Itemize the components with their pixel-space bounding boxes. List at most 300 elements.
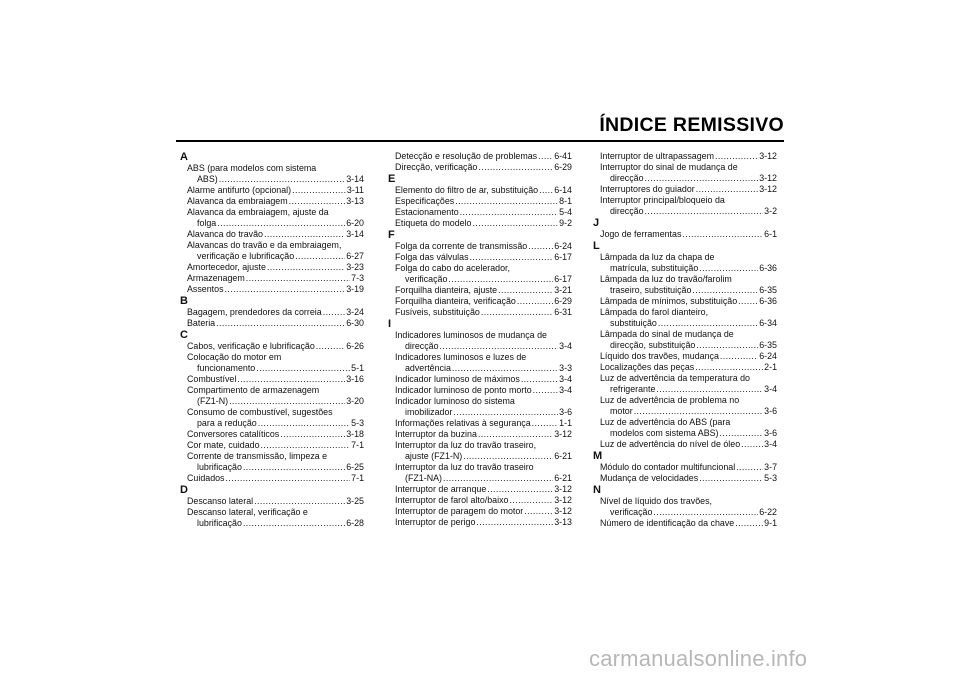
dot-leader <box>476 517 553 528</box>
index-entry-text: Mudança de velocidades <box>600 473 699 483</box>
index-entry-text: verificação <box>610 507 653 517</box>
index-entry-text: Interruptor de farol alto/baixo <box>395 495 509 505</box>
index-page-number: 3-12 <box>554 484 572 494</box>
index-entry-text: lubrificação <box>197 518 242 528</box>
index-entry-text: Lâmpada de mínimos, substituição <box>600 296 738 306</box>
index-entry-text: Alavanca do travão <box>187 229 263 239</box>
index-entry-text: Indicadores luminosos e luzes de <box>395 352 527 362</box>
index-entry <box>178 496 364 507</box>
dot-leader <box>682 229 763 240</box>
dot-leader <box>645 206 764 217</box>
dot-leader <box>216 318 345 329</box>
index-entry-text: Luz de advertência do ABS (para <box>600 417 731 427</box>
index-entry-text: verificação e lubrificação <box>197 251 295 261</box>
index-page-number: 6-1 <box>764 229 777 239</box>
index-page-number: 6-26 <box>346 341 364 351</box>
index-entry-text: Luz de advertência de problema no <box>600 395 740 405</box>
dot-leader <box>452 363 558 374</box>
index-entry <box>591 329 777 351</box>
index-page-number: 3-13 <box>554 517 572 527</box>
index-entry-text: Indicador luminoso do sistema <box>395 396 515 406</box>
dot-leader <box>316 341 345 352</box>
index-entry <box>178 196 364 207</box>
dot-leader <box>295 251 345 262</box>
index-entry <box>386 418 572 429</box>
index-page-number: 3-12 <box>554 506 572 516</box>
index-page-number: 7-1 <box>351 440 364 450</box>
index-page-number: 2-1 <box>764 362 777 372</box>
index-entry-text: (FZ1-NA) <box>405 473 442 483</box>
index-entry-text: Lâmpada do farol dianteiro, <box>600 307 709 317</box>
index-page-number: 6-34 <box>759 318 777 328</box>
index-entry-text: Cor mate, cuidado <box>187 440 260 450</box>
index-entry-text: Compartimento de armazenagem <box>187 385 320 395</box>
index-entry-text: Líquido dos travões, mudança <box>600 351 719 361</box>
page-title: ÍNDICE REMISSIVO <box>599 114 784 136</box>
index-entry-text: Indicador luminoso de máximos <box>395 374 520 384</box>
index-page-number: 3-4 <box>559 385 572 395</box>
index-entry <box>178 341 364 352</box>
index-page-number: 3-23 <box>346 262 364 272</box>
index-entry-text: Estacionamento <box>395 207 459 217</box>
index-entry-text: Especificações <box>395 196 455 206</box>
index-entry-text: Luz de advertência da temperatura do <box>600 373 750 383</box>
dot-leader <box>487 484 553 495</box>
index-entry-text: Indicador luminoso de ponto morto <box>395 385 532 395</box>
index-page-number: 5-3 <box>764 473 777 483</box>
index-page-number: 3-4 <box>559 341 572 351</box>
index-page-number: 3-7 <box>764 462 777 472</box>
watermark: carmanualsonline.info <box>589 646 808 671</box>
index-entry-text: Interruptor da luz do travão traseiro, <box>395 440 537 450</box>
index-entry-text: Amortecedor, ajuste <box>187 262 266 272</box>
index-entry <box>591 151 777 162</box>
index-page-number: 3-3 <box>559 363 572 373</box>
dot-leader <box>720 428 764 439</box>
index-page-number: 5-4 <box>559 207 572 217</box>
index-entry <box>591 229 777 240</box>
index-entry <box>386 352 572 374</box>
index-entry <box>386 196 572 207</box>
index-entry-text: Fusíveis, substituição <box>395 307 480 317</box>
dot-leader <box>219 174 346 185</box>
index-entry-text: Detecção e resolução de problemas <box>395 151 538 161</box>
index-page-number: 3-2 <box>764 206 777 216</box>
index-entry <box>386 241 572 252</box>
dot-leader <box>509 495 553 506</box>
index-page-number: 7-1 <box>351 473 364 483</box>
index-page-number: 6-25 <box>346 462 364 472</box>
index-page-number: 1-1 <box>559 418 572 428</box>
index-entry <box>178 185 364 196</box>
index-entry <box>386 506 572 517</box>
index-letter-l: L <box>593 240 600 252</box>
index-entry-text: folga <box>197 218 217 228</box>
index-entry-text: para a redução <box>197 418 257 428</box>
index-page-number: 3-12 <box>759 184 777 194</box>
index-entry-text: Lâmpada da luz da chapa de <box>600 252 715 262</box>
dot-leader <box>225 284 346 295</box>
index-entry <box>178 440 364 451</box>
index-entry-text: Combustível <box>187 374 237 384</box>
index-entry-text: Interruptor de perigo <box>395 517 476 527</box>
dot-leader <box>738 296 758 307</box>
index-page-number: 6-21 <box>554 473 572 483</box>
index-entry-text: Assentos <box>187 284 224 294</box>
index-page-number: 6-36 <box>759 296 777 306</box>
index-entry <box>591 395 777 417</box>
index-entry <box>178 307 364 318</box>
index-entry-text: direcção, substituição <box>610 340 696 350</box>
index-entry-text: Folga das válvulas <box>395 252 469 262</box>
index-entry-text: Bateria <box>187 318 216 328</box>
index-entry <box>178 385 364 407</box>
dot-leader <box>261 440 351 451</box>
index-page-number: 3-20 <box>346 396 364 406</box>
index-entry-text: refrigerante <box>610 384 656 394</box>
dot-leader <box>470 252 554 263</box>
dot-leader <box>538 151 553 162</box>
index-entry-text: Consumo de combustível, sugestões <box>187 407 333 417</box>
index-page-number: 3-6 <box>764 406 777 416</box>
index-entry <box>386 484 572 495</box>
index-page-number: 3-16 <box>346 374 364 384</box>
index-entry-text: (FZ1-N) <box>197 396 229 406</box>
index-entry-text: Interruptor do sinal de mudança de <box>600 162 738 172</box>
dot-leader <box>528 241 553 252</box>
title-rule <box>176 140 784 142</box>
index-entry <box>386 207 572 218</box>
index-entry-text: modelos com sistema ABS) <box>610 428 719 438</box>
dot-leader <box>524 506 553 517</box>
index-entry-text: Interruptor de paragem do motor <box>395 506 524 516</box>
index-page-number: 6-41 <box>554 151 572 161</box>
index-entry-text: Armazenagem <box>187 273 245 283</box>
dot-leader <box>517 296 553 307</box>
index-entry <box>591 473 777 484</box>
index-entry-text: Colocação do motor em <box>187 352 282 362</box>
index-entry <box>591 417 777 439</box>
index-entry-text: substituição <box>610 318 657 328</box>
dot-leader <box>695 362 763 373</box>
index-entry <box>591 184 777 195</box>
index-page-number: 6-27 <box>346 251 364 261</box>
index-page-number: 3-4 <box>764 384 777 394</box>
index-page-number: 3-11 <box>346 185 364 195</box>
dot-leader <box>448 274 553 285</box>
dot-leader <box>478 429 553 440</box>
dot-leader <box>292 185 346 196</box>
index-page-number: 9-1 <box>764 518 777 528</box>
dot-leader <box>478 162 553 173</box>
index-entry-text: Interruptor da buzina <box>395 429 477 439</box>
index-entry <box>386 396 572 418</box>
index-letter-b: B <box>180 295 188 307</box>
index-entry <box>386 330 572 352</box>
index-entry <box>591 274 777 296</box>
index-entry <box>591 496 777 518</box>
dot-leader <box>699 473 763 484</box>
index-entry <box>386 374 572 385</box>
dot-leader <box>280 429 345 440</box>
index-entry-text: motor <box>610 406 633 416</box>
index-entry <box>591 518 777 529</box>
index-entry-text: Luz de advertência do nível de óleo <box>600 439 741 449</box>
index-entry-text: Lâmpada do sinal de mudança de <box>600 329 734 339</box>
dot-leader <box>246 273 350 284</box>
index-entry-text: Etiqueta do modelo <box>395 218 472 228</box>
dot-leader <box>699 263 758 274</box>
index-entry-text: advertência <box>405 363 451 373</box>
index-entry-text: lubrificação <box>197 462 242 472</box>
dot-leader <box>634 406 763 417</box>
index-entry-text: direcção <box>610 206 644 216</box>
index-entry <box>386 296 572 307</box>
dot-leader <box>256 363 350 374</box>
index-letter-a: A <box>180 151 188 163</box>
index-entry <box>386 185 572 196</box>
index-page-number: 8-1 <box>559 196 572 206</box>
index-page-number: 6-17 <box>554 274 572 284</box>
index-entry-text: ABS) <box>197 174 218 184</box>
index-entry <box>591 296 777 307</box>
index-entry <box>178 507 364 529</box>
index-entry-text: Nível de líquido dos travões, <box>600 496 712 506</box>
index-letter-c: C <box>180 329 188 341</box>
dot-leader <box>741 439 763 450</box>
index-entry <box>178 240 364 262</box>
index-entry-text: Informações relativas à segurança <box>395 418 531 428</box>
index-entry <box>591 373 777 395</box>
dot-leader <box>267 262 345 273</box>
index-entry <box>386 385 572 396</box>
index-letter-e: E <box>388 173 396 185</box>
index-page-number: 5-3 <box>351 418 364 428</box>
index-entry-text: Jogo de ferramentas <box>600 229 682 239</box>
index-entry-text: Lâmpada da luz do travão/farolim <box>600 274 732 284</box>
dot-leader <box>463 451 553 462</box>
index-entry <box>178 163 364 185</box>
index-page-number: 6-35 <box>759 340 777 350</box>
index-entry-text: matrícula, substituição <box>610 263 699 273</box>
dot-leader <box>653 507 758 518</box>
dot-leader <box>289 196 346 207</box>
dot-leader <box>539 185 553 196</box>
index-page-number: 6-21 <box>554 451 572 461</box>
index-entry <box>386 307 572 318</box>
index-page-number: 6-14 <box>554 185 572 195</box>
index-page-number: 6-24 <box>759 351 777 361</box>
index-letter-f: F <box>388 229 395 241</box>
index-page-number: 3-21 <box>554 285 572 295</box>
index-entry-text: Forquilha dianteira, ajuste <box>395 285 498 295</box>
dot-leader <box>229 396 345 407</box>
index-entry <box>591 252 777 274</box>
index-page-number: 6-29 <box>554 162 572 172</box>
index-page-number: 3-12 <box>554 429 572 439</box>
index-page-number: 6-24 <box>554 241 572 251</box>
index-entry <box>178 407 364 429</box>
dot-leader <box>533 385 559 396</box>
index-page-number: 3-12 <box>759 173 777 183</box>
index-entry-text: Direcção, verificação <box>395 162 478 172</box>
dot-leader <box>532 418 559 429</box>
index-entry-text: direcção <box>610 173 644 183</box>
index-entry <box>178 318 364 329</box>
index-entry-text: Interruptor da luz do travão traseiro <box>395 462 534 472</box>
index-entry-text: Forquilha dianteira, verificação <box>395 296 516 306</box>
index-column-2 <box>386 151 572 528</box>
dot-leader <box>521 374 558 385</box>
dot-leader <box>656 384 763 395</box>
index-entry <box>386 517 572 528</box>
dot-leader <box>696 340 758 351</box>
index-entry-text: Alarme antifurto (opcional) <box>187 185 292 195</box>
index-entry-text: Corrente de transmissão, limpeza e <box>187 451 328 461</box>
index-entry <box>178 284 364 295</box>
index-entry-text: Alavancas do travão e da embraiagem, <box>187 240 342 250</box>
index-page-number: 7-3 <box>351 273 364 283</box>
index-page-number: 3-19 <box>346 284 364 294</box>
index-entry <box>386 440 572 462</box>
index-entry <box>178 352 364 374</box>
index-entry <box>386 285 572 296</box>
dot-leader <box>443 473 553 484</box>
index-entry-text: ajuste (FZ1-N) <box>405 451 463 461</box>
index-entry <box>591 307 777 329</box>
index-entry-text: Cabos, verificação e lubrificação <box>187 341 315 351</box>
index-column-1 <box>178 151 364 529</box>
index-entry-text: Módulo do contador multifuncional <box>600 462 736 472</box>
index-letter-i: I <box>388 318 392 330</box>
index-entry <box>386 462 572 484</box>
dot-leader <box>692 285 758 296</box>
index-page-number: 3-12 <box>554 495 572 505</box>
index-entry-text: Indicadores luminosos de mudança de <box>395 330 547 340</box>
dot-leader <box>696 184 759 195</box>
index-page-number: 3-24 <box>346 307 364 317</box>
index-entry <box>591 362 777 373</box>
dot-leader <box>658 318 758 329</box>
index-page-number: 3-4 <box>764 439 777 449</box>
dot-leader <box>720 351 758 362</box>
index-page-number: 3-12 <box>759 151 777 161</box>
dot-leader <box>258 418 350 429</box>
index-entry-text: Alavanca da embraiagem, ajuste da <box>187 207 329 217</box>
index-entry <box>591 351 777 362</box>
index-entry <box>386 162 572 173</box>
index-letter-j: J <box>593 217 600 229</box>
index-page-number: 6-30 <box>346 318 364 328</box>
index-entry <box>178 229 364 240</box>
index-entry-text: Número de identificação da chave <box>600 518 735 528</box>
index-entry-text: traseiro, substituição <box>610 285 692 295</box>
dot-leader <box>264 229 345 240</box>
index-entry <box>386 252 572 263</box>
index-entry <box>178 273 364 284</box>
index-entry <box>591 162 777 184</box>
dot-leader <box>217 218 345 229</box>
dot-leader <box>254 496 345 507</box>
index-page-number: 6-35 <box>759 285 777 295</box>
index-column-3 <box>591 151 777 529</box>
index-entry-text: Bagagem, prendedores da correia <box>187 307 322 317</box>
dot-leader <box>453 407 558 418</box>
index-entry-text: Interruptor principal/bloqueio da <box>600 195 725 205</box>
index-page-number: 3-18 <box>346 429 364 439</box>
dot-leader <box>243 518 345 529</box>
index-page-number: 6-22 <box>759 507 777 517</box>
index-letter-m: M <box>593 450 603 462</box>
index-entry-text: direcção <box>405 341 439 351</box>
dot-leader <box>460 207 559 218</box>
index-entry-text: imobilizador <box>405 407 453 417</box>
dot-leader <box>715 151 758 162</box>
index-page-number: 6-36 <box>759 263 777 273</box>
index-entry-text: Descanso lateral, verificação e <box>187 507 308 517</box>
index-entry <box>591 462 777 473</box>
dot-leader <box>736 462 763 473</box>
index-entry-text: Alavanca da embraiagem <box>187 196 288 206</box>
index-entry-text: verificação <box>405 274 448 284</box>
index-entry <box>178 451 364 473</box>
index-page-number: 6-29 <box>554 296 572 306</box>
index-page-number: 3-4 <box>559 374 572 384</box>
index-page-number: 5-1 <box>351 363 364 373</box>
index-entry <box>386 151 572 162</box>
index-page-number: 6-31 <box>554 307 572 317</box>
index-page-number: 6-28 <box>346 518 364 528</box>
index-entry-text: Localizações das peças <box>600 362 695 372</box>
dot-leader <box>243 462 345 473</box>
index-entry <box>178 207 364 229</box>
index-entry <box>178 374 364 385</box>
index-page-number: 6-17 <box>554 252 572 262</box>
index-letter-n: N <box>593 484 601 496</box>
dot-leader <box>440 341 559 352</box>
index-page-number: 3-6 <box>764 428 777 438</box>
index-entry-text: Elemento do filtro de ar, substituição <box>395 185 539 195</box>
index-entry <box>591 439 777 450</box>
index-entry <box>386 429 572 440</box>
index-page-number: 9-2 <box>559 218 572 228</box>
dot-leader <box>455 196 558 207</box>
index-entry <box>591 195 777 217</box>
dot-leader <box>472 218 558 229</box>
dot-leader <box>226 473 351 484</box>
index-entry <box>386 495 572 506</box>
dot-leader <box>735 518 763 529</box>
index-entry <box>178 473 364 484</box>
index-entry-text: Folga da corrente de transmissão <box>395 241 528 251</box>
index-entry-text: Conversores catalíticos <box>187 429 280 439</box>
index-entry-text: Folga do cabo do acelerador, <box>395 263 510 273</box>
dot-leader <box>481 307 553 318</box>
index-entry-text: Cuidados <box>187 473 225 483</box>
index-entry <box>178 429 364 440</box>
index-entry-text: funcionamento <box>197 363 256 373</box>
index-entry <box>386 263 572 285</box>
index-entry-text: Interruptores do guiador <box>600 184 695 194</box>
index-entry-text: Interruptor de arranque <box>395 484 487 494</box>
dot-leader <box>645 173 759 184</box>
index-page-number: 3-14 <box>346 174 364 184</box>
index-letter-d: D <box>180 484 188 496</box>
index-page-number: 3-25 <box>346 496 364 506</box>
index-page-number: 3-13 <box>346 196 364 206</box>
index-page-number: 3-6 <box>559 407 572 417</box>
index-entry-text: Descanso lateral <box>187 496 254 506</box>
